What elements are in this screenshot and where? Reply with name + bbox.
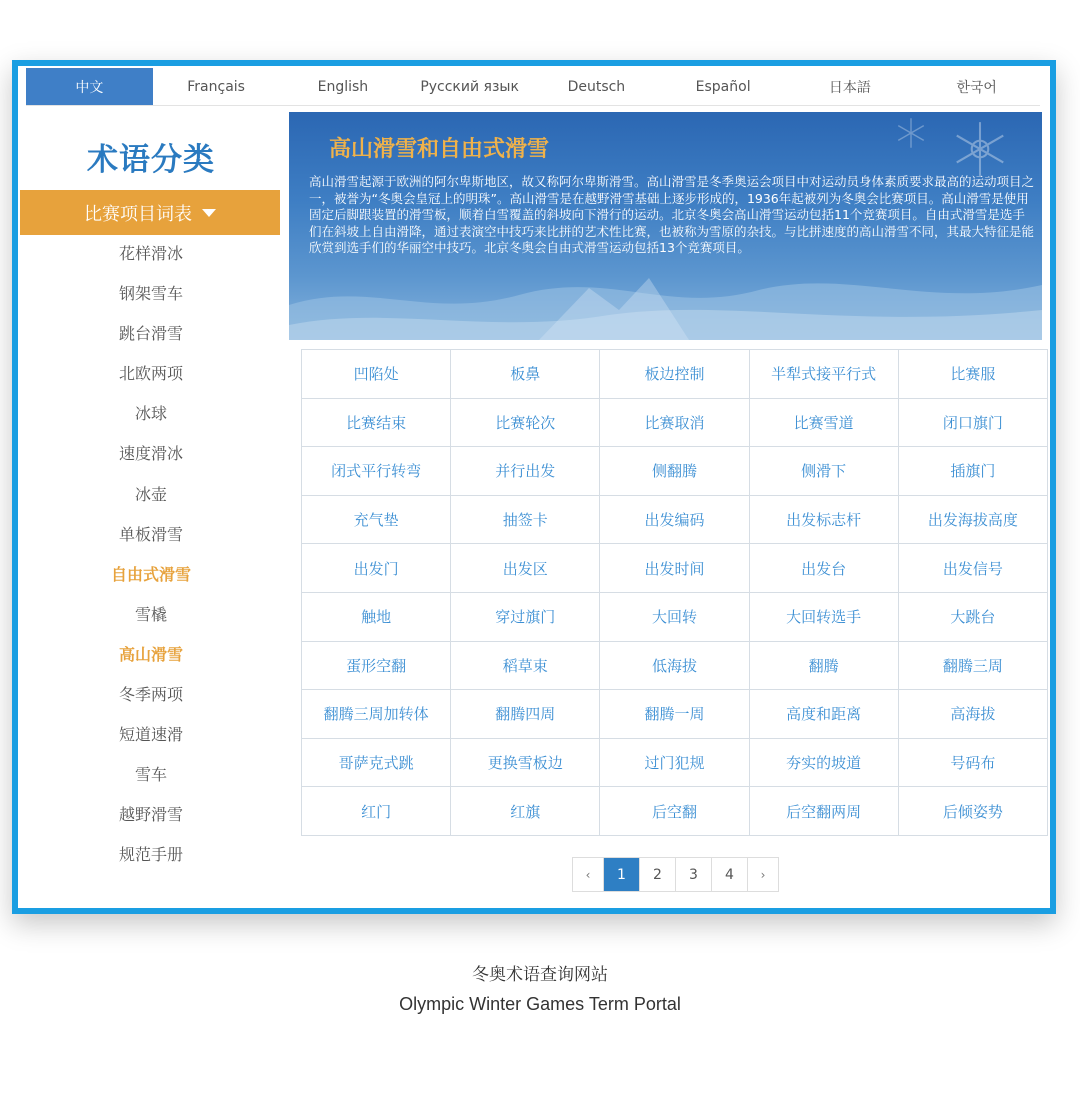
- lang-tab-en[interactable]: English: [317, 78, 369, 95]
- table-row: [302, 447, 1048, 496]
- term-cell[interactable]: 高海拔: [898, 690, 1047, 739]
- term-cell[interactable]: 夯实的坡道: [749, 738, 898, 787]
- term-cell[interactable]: 比赛结束: [302, 398, 451, 447]
- pagination: [572, 857, 779, 892]
- page-button-2[interactable]: 2: [640, 858, 676, 891]
- caret-down-icon: [202, 209, 216, 217]
- term-cell[interactable]: 翻腾四周: [451, 690, 600, 739]
- sport-list: [18, 234, 284, 876]
- term-cell[interactable]: 后倾姿势: [898, 787, 1047, 836]
- table-row: [302, 592, 1048, 641]
- language-bar: [26, 68, 1040, 106]
- term-cell[interactable]: 抽签卡: [451, 495, 600, 544]
- category-dropdown-button[interactable]: [20, 190, 280, 235]
- table-row: [302, 398, 1048, 447]
- term-cell[interactable]: 充气垫: [302, 495, 451, 544]
- sidebar-item-bobsleigh[interactable]: 雪车: [134, 765, 167, 785]
- banner-description: 高山滑雪起源于欧洲的阿尔卑斯地区，故又称阿尔卑斯滑雪。高山滑雪是冬季奥运会项目中对运动员身体素质要求最高的运动项目之一，被誉为“冬奥会皇冠上的明珠”。高山滑雪是在越野滑雪基础上逐步形成的，1936年起被列为冬奥会比赛项目。高山滑雪是使用固定后脚跟装置的滑雪板，顺着白雪覆盖的斜坡向下滑行的运动。北京冬奥会高山滑雪运动包括11个竞赛项目。自由式滑雪是选手们在斜坡上自由滑降，通过表演空中技巧来比拼的艺术性比赛，也被称为雪原的杂技。与比拼速度的高山滑雪不同，其最大特征是能欣赏到选手们的华丽空中技巧。北京冬奥会自由式滑雪运动包括13个竞赛项目。: [309, 174, 1035, 255]
- term-cell[interactable]: 侧翻腾: [600, 447, 749, 496]
- term-cell[interactable]: 蛋形空翻: [302, 641, 451, 690]
- table-row: [302, 787, 1048, 836]
- sidebar-item-cross-country[interactable]: 越野滑雪: [118, 805, 183, 825]
- term-cell[interactable]: 后空翻两周: [749, 787, 898, 836]
- caption-english: Olympic Winter Games Term Portal: [399, 994, 681, 1014]
- term-cell[interactable]: 侧滑下: [749, 447, 898, 496]
- sidebar-item-skeleton[interactable]: 钢架雪车: [118, 284, 183, 304]
- term-cell[interactable]: 出发门: [302, 544, 451, 593]
- sidebar-item-ice-hockey[interactable]: 冰球: [134, 404, 167, 424]
- caption-chinese: 冬奥术语查询网站: [472, 965, 608, 985]
- term-cell[interactable]: 号码布: [898, 738, 1047, 787]
- table-row: [302, 738, 1048, 787]
- term-cell[interactable]: 触地: [302, 592, 451, 641]
- prev-page-button[interactable]: ‹: [573, 858, 604, 891]
- term-cell[interactable]: 低海拔: [600, 641, 749, 690]
- portal-window: [12, 60, 1056, 914]
- term-cell[interactable]: 大回转选手: [749, 592, 898, 641]
- term-cell[interactable]: 翻腾三周: [898, 641, 1047, 690]
- term-cell[interactable]: 穿过旗门: [451, 592, 600, 641]
- sidebar-item-luge[interactable]: 雪橇: [134, 604, 167, 624]
- banner-title: 高山滑雪和自由式滑雪: [329, 137, 550, 162]
- snowflake-icon: [949, 118, 1011, 180]
- category-button-label: 比赛项目词表: [84, 203, 192, 225]
- page-button-3[interactable]: 3: [676, 858, 712, 891]
- lang-tab-fr[interactable]: Français: [187, 78, 245, 95]
- table-row: [302, 544, 1048, 593]
- sidebar-item-short-track[interactable]: 短道速滑: [118, 725, 183, 745]
- sidebar-item-alpine-skiing[interactable]: 高山滑雪: [118, 644, 183, 664]
- term-cell[interactable]: 板鼻: [451, 350, 600, 399]
- next-page-button[interactable]: ›: [748, 858, 778, 891]
- term-cell[interactable]: 出发区: [451, 544, 600, 593]
- sidebar-item-curling[interactable]: 冰壶: [134, 484, 167, 504]
- term-cell[interactable]: 翻腾三周加转体: [302, 690, 451, 739]
- sport-banner: [289, 112, 1042, 340]
- page-button-4[interactable]: 4: [712, 858, 748, 891]
- term-cell[interactable]: 出发编码: [600, 495, 749, 544]
- term-cell[interactable]: 高度和距离: [749, 690, 898, 739]
- snowflake-small-icon: [894, 116, 928, 150]
- term-cell[interactable]: 出发标志杆: [749, 495, 898, 544]
- term-cell[interactable]: 大跳台: [898, 592, 1047, 641]
- lang-tab-de[interactable]: Deutsch: [567, 78, 626, 95]
- ice-landscape-graphic: [289, 250, 1042, 340]
- table-row: [302, 495, 1048, 544]
- lang-tab-ja[interactable]: 日本語: [828, 79, 871, 96]
- term-cell[interactable]: 翻腾一周: [600, 690, 749, 739]
- sidebar-item-speed-skating[interactable]: 速度滑冰: [118, 444, 183, 464]
- term-cell[interactable]: 大回转: [600, 592, 749, 641]
- term-cell[interactable]: 并行出发: [451, 447, 600, 496]
- term-cell[interactable]: 比赛服: [898, 350, 1047, 399]
- term-cell[interactable]: 翻腾: [749, 641, 898, 690]
- sidebar-item-manual[interactable]: 规范手册: [118, 845, 183, 865]
- terms-table: [301, 349, 1048, 836]
- sidebar-item-nordic-combined[interactable]: 北欧两项: [118, 364, 183, 384]
- term-cell[interactable]: 出发海拔高度: [898, 495, 1047, 544]
- term-cell[interactable]: 半犁式接平行式: [749, 350, 898, 399]
- term-cell[interactable]: 哥萨克式跳: [302, 738, 451, 787]
- lang-tab-ko[interactable]: 한국어: [956, 79, 997, 96]
- lang-tab-es[interactable]: Español: [695, 78, 751, 95]
- term-cell[interactable]: 闭式平行转弯: [302, 447, 451, 496]
- sidebar-item-biathlon[interactable]: 冬季两项: [118, 685, 183, 705]
- term-cell[interactable]: 闭口旗门: [898, 398, 1047, 447]
- lang-tab-ru[interactable]: Русский язык: [420, 78, 519, 95]
- table-row: [302, 690, 1048, 739]
- table-row: [302, 350, 1048, 399]
- term-cell[interactable]: 红旗: [451, 787, 600, 836]
- table-row: [302, 641, 1048, 690]
- term-cell[interactable]: 插旗门: [898, 447, 1047, 496]
- page-button-1[interactable]: 1: [604, 858, 640, 891]
- sidebar: [18, 106, 284, 908]
- sidebar-item-ski-jumping[interactable]: 跳台滑雪: [118, 324, 183, 344]
- lang-tab-zh[interactable]: 中文: [26, 68, 153, 105]
- term-cell[interactable]: 比赛轮次: [451, 398, 600, 447]
- term-cell[interactable]: 更换雪板边: [451, 738, 600, 787]
- term-cell[interactable]: 红门: [302, 787, 451, 836]
- term-cell[interactable]: 后空翻: [600, 787, 749, 836]
- term-cell[interactable]: 凹陷处: [302, 350, 451, 399]
- term-cell[interactable]: 过门犯规: [600, 738, 749, 787]
- term-cell[interactable]: 比赛取消: [600, 398, 749, 447]
- term-cell[interactable]: 稻草束: [451, 641, 600, 690]
- sidebar-title: 术语分类: [87, 142, 215, 178]
- term-cell[interactable]: 比赛雪道: [749, 398, 898, 447]
- sidebar-item-figure-skating[interactable]: 花样滑冰: [118, 244, 183, 263]
- term-cell[interactable]: 出发时间: [600, 544, 749, 593]
- sidebar-item-freestyle-skiing[interactable]: 自由式滑雪: [110, 564, 191, 584]
- term-cell[interactable]: 出发信号: [898, 544, 1047, 593]
- term-cell[interactable]: 板边控制: [600, 350, 749, 399]
- term-cell[interactable]: 出发台: [749, 544, 898, 593]
- sidebar-item-snowboard[interactable]: 单板滑雪: [118, 524, 183, 544]
